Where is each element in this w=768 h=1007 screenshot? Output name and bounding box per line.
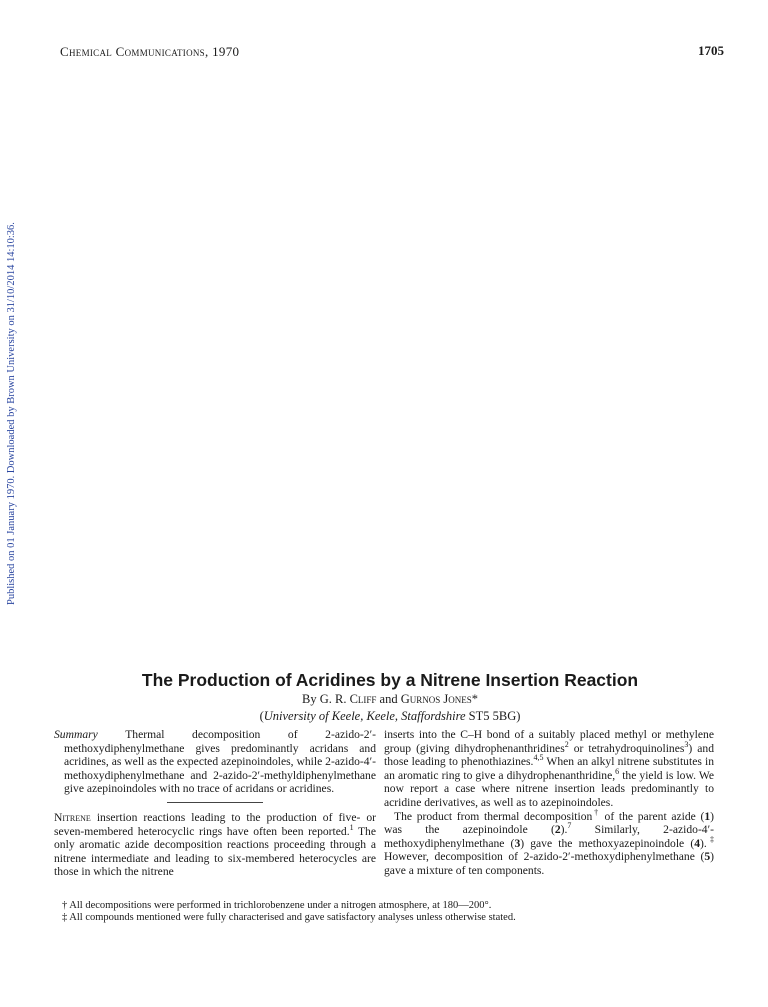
cont-text-d: When an alkyl nitrene substitutes in an aromatic ring to give a dihydrophenanthridine,	[384, 755, 714, 782]
ref-3: 3	[684, 739, 689, 749]
affiliation-open: (	[259, 709, 264, 723]
footnote-1-text: All decompositions were performed in trichlorobenzene under a nitrogen atmosphere, at 180—200°.	[69, 900, 492, 911]
download-notice[interactable]: Published on 01 January 1970. Downloaded by Brown University on 31/10/2014 14:10:36.	[6, 222, 17, 605]
footnotes	[62, 900, 722, 924]
ref-6: 6	[615, 766, 620, 776]
footnote-1	[62, 900, 722, 912]
footnote-2	[62, 912, 722, 924]
res-text-a: The product from thermal decomposition	[394, 809, 593, 823]
compound-2: 2	[554, 823, 561, 837]
footnote-2-mark: ‡	[62, 912, 68, 923]
res-text-e: Similarly, 2-azido-4′-methoxydiphenylmethane (	[384, 823, 714, 850]
article-title: The Production of Acridines by a Nitrene Insertion Reaction	[141, 670, 639, 690]
affiliation-postcode: ST5 5BG)	[465, 709, 521, 723]
intro-paragraph	[54, 811, 376, 879]
cont-text-b: or tetrahydroquinolines	[568, 741, 685, 755]
res-text-d: ).	[560, 823, 568, 837]
footnote-mark-dagger: †	[592, 807, 600, 817]
ref-1: 1	[349, 822, 354, 832]
cont-text-a: inserts into the C–H bond of a suitably placed methyl or methylene group (giving dihydrophenanthridines	[384, 728, 714, 755]
res-text-b: of the parent azide (	[599, 809, 705, 823]
footnote-2-text: All compounds mentioned were fully characterised and gave satisfactory analyses unless otherwise stated.	[69, 912, 516, 923]
compound-1: 1	[704, 809, 711, 823]
compound-5: 5	[704, 850, 711, 864]
intro-text-b: The only aromatic azide decomposition reactions proceeding through a nitrene intermediate and leading to six-membered heterocycles are those in which the nitrene	[54, 824, 377, 879]
author-2: Gurnos Jones*	[400, 692, 479, 706]
left-column	[54, 728, 376, 879]
running-header-journal: Chemical Communications, 1970	[60, 44, 240, 59]
right-column	[384, 728, 714, 878]
byline	[60, 692, 720, 707]
res-text-g: ).	[700, 836, 707, 850]
ref-4-5: 4,5	[533, 753, 544, 763]
footnote-mark-ddagger: ‡	[706, 834, 715, 844]
res-text-i: ) gave a mixture of ten components.	[384, 850, 714, 877]
summary-text: Thermal decomposition of 2-azido-2′-methoxydiphenylmethane gives predominantly acridans and acridines, as well as the expected azepinoindoles, while 2-azido-4′-methoxydiphenylmethane and 2-azido-2′-methyldiphenylmethane give azepinoindoles with no trace of acridans or acridines.	[64, 728, 376, 796]
results-paragraph	[384, 807, 715, 878]
compound-4: 4	[694, 836, 700, 850]
ref-2: 2	[564, 739, 569, 749]
summary-label: Summary	[54, 728, 98, 741]
footnote-1-mark: †	[62, 900, 68, 911]
ref-7: 7	[567, 821, 572, 831]
cont-text-e: the yield is low. We now report a case where nitrene insertion leads predominantly to acridine derivatives, as well as to azepinoindoles.	[384, 768, 714, 809]
intro-text-a: insertion reactions leading to the production of five- or seven-membered heterocyclic rings have often been reported.	[54, 810, 376, 838]
affiliation	[60, 709, 720, 724]
continuation-paragraph	[384, 728, 714, 810]
res-text-h: However, decomposition of 2-azido-2′-methoxydiphenylmethane (	[384, 850, 705, 864]
page-number: 1705	[698, 43, 724, 58]
cont-text-c: ) and those leading to phenothiazines.	[384, 741, 714, 769]
affiliation-institution: University of Keele, Keele, Staffordshire	[263, 709, 466, 723]
res-text-f: ) gave the methoxyazepinoindole (	[520, 836, 695, 850]
author-1: G. R. Cliff	[319, 692, 377, 706]
summary-paragraph	[54, 728, 376, 796]
section-divider	[167, 802, 263, 803]
byline-and: and	[379, 692, 398, 706]
res-text-c: ) was the azepinoindole (	[384, 809, 714, 837]
intro-lead-word: Nitrene	[54, 810, 91, 824]
byline-by: By	[301, 692, 317, 706]
compound-3: 3	[514, 836, 521, 850]
